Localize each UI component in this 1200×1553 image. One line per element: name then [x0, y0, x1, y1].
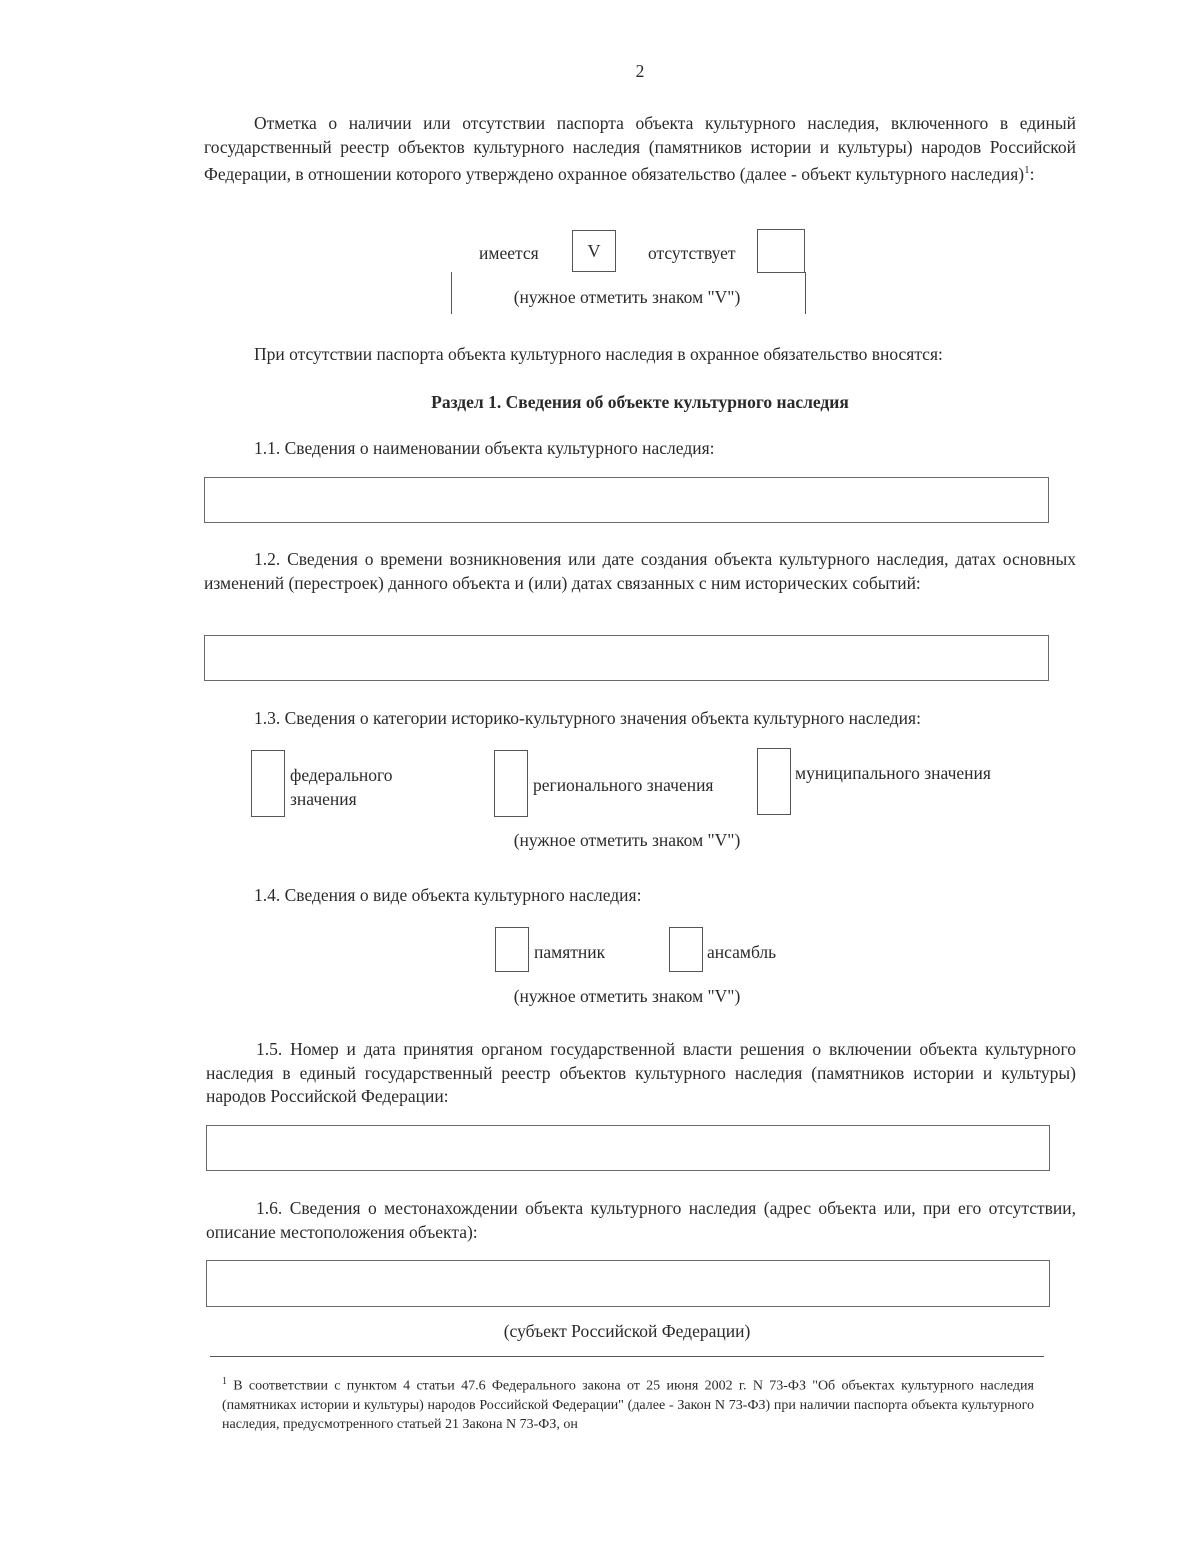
item-1-6-label: 1.6. Сведения о местонахождении объекта культурного наследия (адрес объекта или, при его отсутствии, описание местоположения объекта): — [206, 1198, 1076, 1242]
item-1-4-hint: (нужное отметить знаком "V") — [513, 986, 741, 1006]
category-federal-label — [290, 763, 460, 811]
category-federal-line1: федерального — [290, 765, 393, 785]
item-1-6-field[interactable] — [206, 1260, 1050, 1307]
passport-absent-label: отсутствует — [648, 243, 736, 263]
page-number: 2 — [635, 61, 645, 81]
passport-has-checkbox[interactable] — [572, 230, 616, 272]
item-1-6-caption: (субъект Российской Федерации) — [503, 1321, 751, 1341]
passport-has-label: имеется — [479, 243, 539, 263]
footnote-separator — [210, 1356, 1044, 1357]
item-1-2-label: 1.2. Сведения о времени возникновения или дате создания объекта культурного наследия, датах основных изменений (перестроек) данного объекта и (или) датах связанных с ним исторических событий: — [204, 549, 1076, 593]
footnote — [222, 1372, 1034, 1434]
intro-end: : — [1029, 163, 1035, 184]
item-1-1-label: 1.1. Сведения о наименовании объекта культурного наследия: — [254, 438, 715, 458]
kind-monument-label: памятник — [534, 942, 606, 962]
category-regional-label: регионального значения — [533, 775, 714, 795]
item-1-5-value — [207, 1126, 1049, 1146]
intro-text: Отметка о наличии или отсутствии паспорта объекта культурного наследия, включенного в единый государственный реестр объектов культурного наследия (памятников истории и культуры) народов Российской Федерации, в отношении которого утверждено охранное обязательство (далее - объект культурного наследия) — [204, 113, 1076, 184]
footnote-text: В соответствии с пунктом 4 статьи 47.6 Федерального закона от 25 июня 2002 г. N 73-ФЗ "Об объектах культурного наследия (памятниках истории и культуры) народов Российской Федерации" (далее - Закон N 73-ФЗ) при наличии паспорта объекта культурного наследия, предусмотренного статьей 21 Закона N 73-ФЗ, он — [222, 1378, 1034, 1432]
passport-right-rule — [805, 272, 806, 314]
category-municipal-label: муниципального значения — [795, 763, 991, 783]
item-1-5-field[interactable] — [206, 1125, 1050, 1171]
item-1-6-value — [207, 1261, 1049, 1281]
item-1-3-hint: (нужное отметить знаком "V") — [513, 830, 741, 850]
absence-note: При отсутствии паспорта объекта культурного наследия в охранное обязательство вносятся: — [254, 344, 943, 364]
kind-monument-checkbox[interactable] — [495, 927, 529, 972]
passport-has-mark: V — [587, 241, 601, 261]
footnote-ref: 1 — [1024, 164, 1030, 176]
intro-paragraph — [204, 112, 1076, 186]
kind-ensemble-checkbox[interactable] — [669, 927, 703, 972]
item-1-2-field[interactable] — [204, 635, 1049, 681]
section-1-title: Раздел 1. Сведения об объекте культурного наследия — [431, 392, 849, 412]
category-municipal-checkbox[interactable] — [757, 748, 791, 815]
footnote-mark: 1 — [222, 1376, 227, 1387]
item-1-3-label: 1.3. Сведения о категории историко-культурного значения объекта культурного наследия: — [254, 708, 921, 728]
category-regional-checkbox[interactable] — [494, 750, 528, 817]
item-1-1-field[interactable] — [204, 477, 1049, 523]
kind-ensemble-label: ансамбль — [707, 942, 777, 962]
category-federal-line2: значения — [290, 789, 357, 809]
passport-hint: (нужное отметить знаком "V") — [513, 287, 741, 307]
passport-absent-checkbox[interactable] — [757, 229, 805, 273]
category-federal-checkbox[interactable] — [251, 750, 285, 817]
passport-left-rule — [451, 272, 452, 314]
item-1-2-value — [205, 636, 1048, 656]
item-1-1-value — [205, 478, 1048, 498]
item-1-5-label: 1.5. Номер и дата принятия органом государственной власти решения о включении объекта культурного наследия в единый государственный реестр объектов культурного наследия (памятников истории и культуры) народов Российской Федерации: — [206, 1039, 1076, 1106]
item-1-4-label: 1.4. Сведения о виде объекта культурного наследия: — [254, 885, 642, 905]
